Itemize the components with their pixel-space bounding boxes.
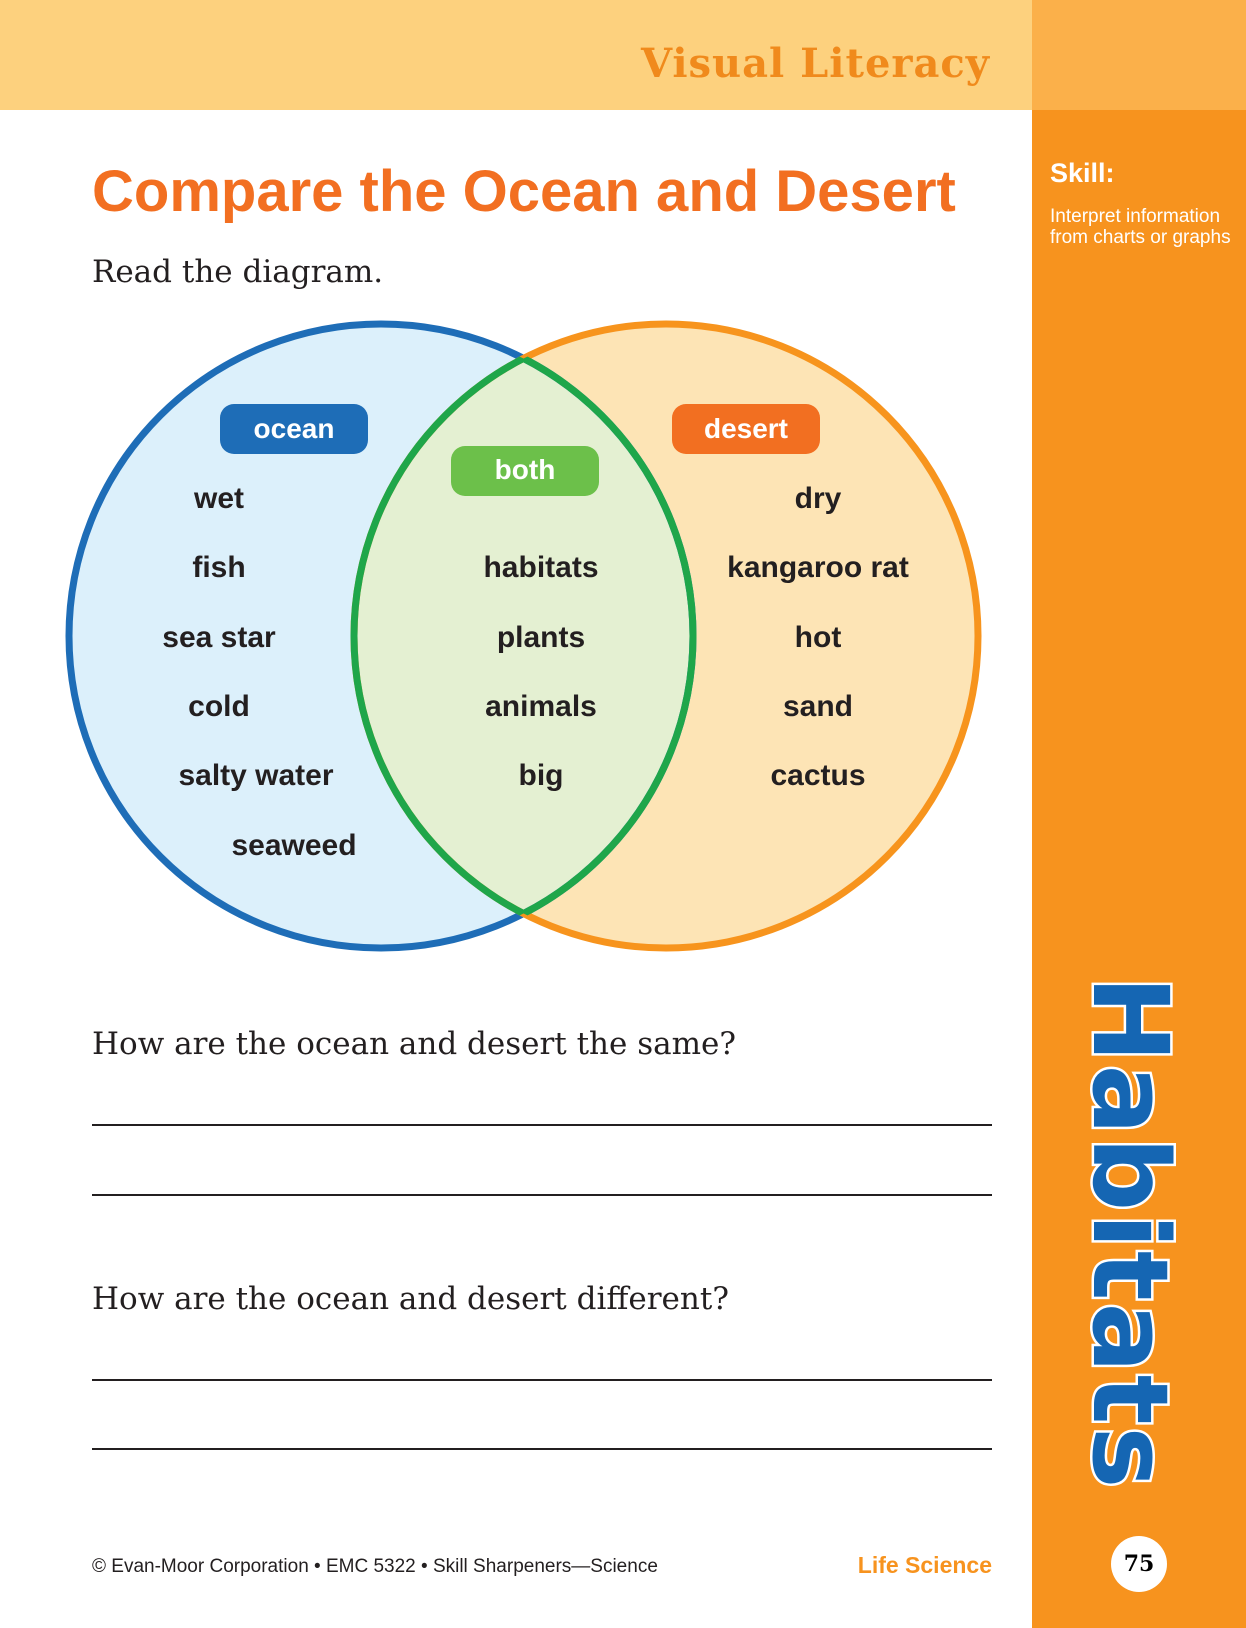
desert-item: kangaroo rat [727, 551, 909, 584]
ocean-item: sea star [162, 621, 276, 654]
answer-line[interactable] [92, 1448, 992, 1450]
page-number: 75 [1111, 1536, 1167, 1592]
section-heading: Visual Literacy [640, 40, 990, 87]
ocean-item: wet [193, 482, 245, 515]
desert-item: sand [782, 690, 854, 723]
ocean-item: salty water [178, 759, 334, 792]
both-label: both [494, 454, 556, 485]
page-title: Compare the Ocean and Desert [92, 159, 956, 224]
desert-item: hot [794, 621, 842, 654]
unit-title: Habitats [1069, 975, 1191, 1491]
footer-copyright: © Evan-Moor Corporation • EMC 5322 • Skill Sharpeners—Science [92, 1556, 658, 1577]
question-same: How are the ocean and desert the same? [92, 1026, 736, 1062]
desert-item: dry [794, 482, 842, 515]
answer-line[interactable] [92, 1194, 992, 1196]
both-item: habitats [483, 551, 599, 584]
both-item: animals [485, 690, 597, 723]
footer-subject: Life Science [857, 1552, 992, 1578]
both-item: big [518, 759, 564, 792]
answer-line[interactable] [92, 1124, 992, 1126]
desert-item: cactus [770, 759, 866, 792]
both-item: plants [496, 621, 586, 654]
ocean-item: cold [188, 690, 250, 723]
ocean-item: fish [192, 551, 246, 584]
skill-description: Interpret information from charts or graphs [1050, 206, 1231, 248]
desert-label: desert [703, 413, 789, 444]
question-different: How are the ocean and desert different? [92, 1281, 729, 1317]
answer-line[interactable] [92, 1379, 992, 1381]
skill-heading: Skill: [1050, 158, 1115, 188]
ocean-label: ocean [253, 413, 335, 444]
ocean-item: seaweed [231, 829, 357, 862]
instructions: Read the diagram. [92, 254, 384, 290]
